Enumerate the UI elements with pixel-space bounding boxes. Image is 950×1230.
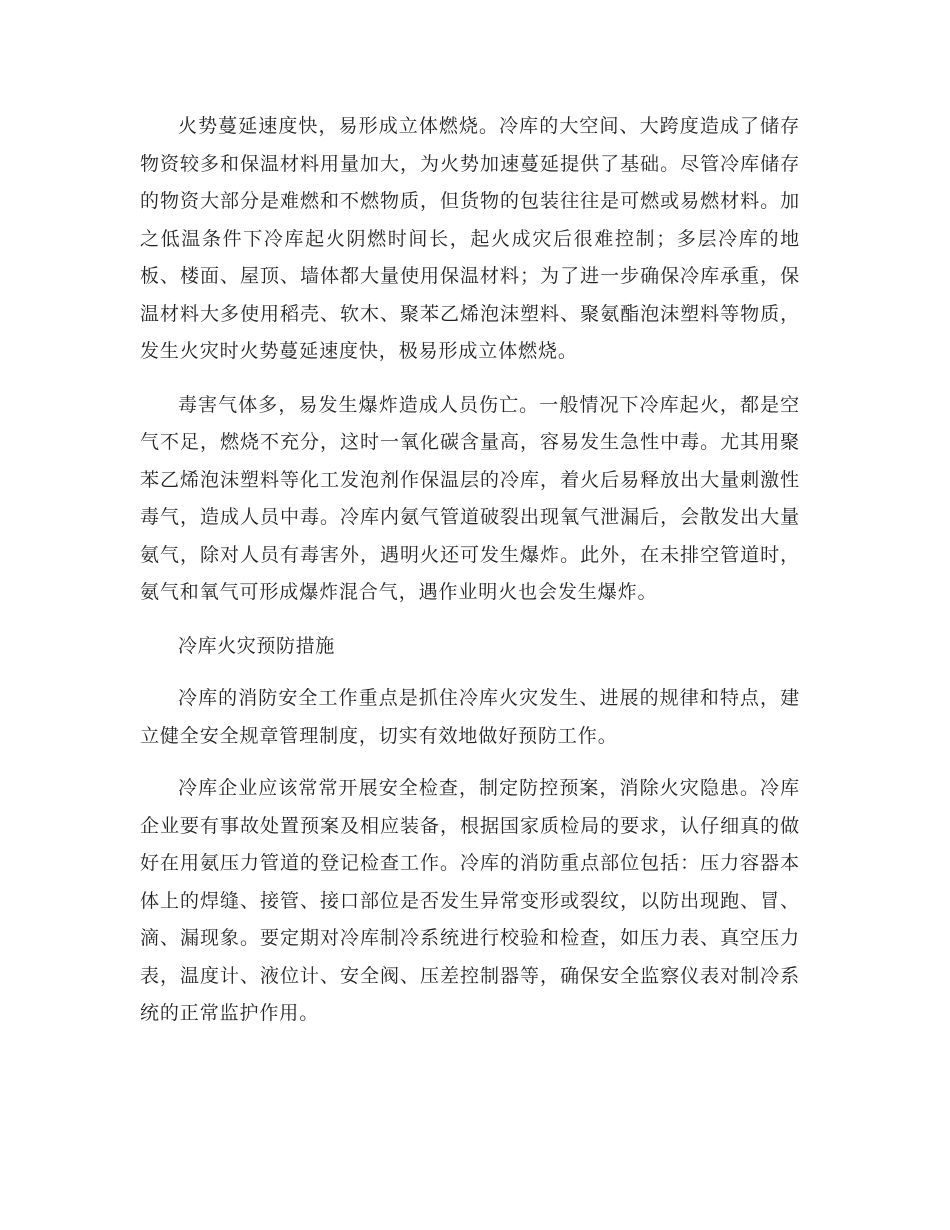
section-heading-prevention: 冷库火灾预防措施 <box>178 634 335 657</box>
paragraph-toxic-gas: 毒害气体多，易发生爆炸造成人员伤亡。一般情况下冷库起火，都是空气不足，燃烧不充分，这时一氧化碳含量高，容易发生急性中毒。尤其用聚苯乙烯泡沫塑料等化工发泡剂作保温层的冷库，着火后易释放出大量刺激性毒气，造成人员中毒。冷库内氨气管道破裂出现氧气泄漏后，会散发出大量氨气，除对人员有毒害外，遇明火还可发生爆炸。此外，在未排空管道时，氨气和氧气可形成爆炸混合气，遇作业明火也会发生爆炸。 <box>140 393 800 603</box>
document-page <box>140 108 800 1033</box>
paragraph-fire-spread: 火势蔓延速度快，易形成立体燃烧。冷库的大空间、大跨度造成了储存物资较多和保温材料用量加大，为火势加速蔓延提供了基础。尽管冷库储存的物资大部分是难燃和不燃物质，但货物的包装往往是可燃或易燃材料。加之低温条件下冷库起火阴燃时间长，起火成灾后很难控制；多层冷库的地板、楼面、屋顶、墙体都大量使用保温材料；为了进一步确保冷库承重，保温材料大多使用稻壳、软木、聚苯乙烯泡沫塑料、聚氨酯泡沫塑料等物质，发生火灾时火势蔓延速度快，极易形成立体燃烧。 <box>140 115 800 362</box>
paragraph-safety-checks: 冷库企业应该常常开展安全检查，制定防控预案，消除火灾隐患。冷库企业要有事故处置预案及相应装备，根据国家质检局的要求，认仔细真的做好在用氨压力管道的登记检查工作。冷库的消防重点部位包括：压力容器本体上的焊缝、接管、接口部位是否发生异常变形或裂纹，以防出现跑、冒、滴、漏现象。要定期对冷库制冷系统进行校验和检查，如压力表、真空压力表，温度计、液位计、安全阀、压差控制器等，确保安全监察仪表对制冷系统的正常监护作用。 <box>140 777 800 1024</box>
paragraph-safety-focus: 冷库的消防安全工作重点是抓住冷库火灾发生、进展的规律和特点，建立健全安全规章管理制度，切实有效地做好预防工作。 <box>140 687 800 747</box>
